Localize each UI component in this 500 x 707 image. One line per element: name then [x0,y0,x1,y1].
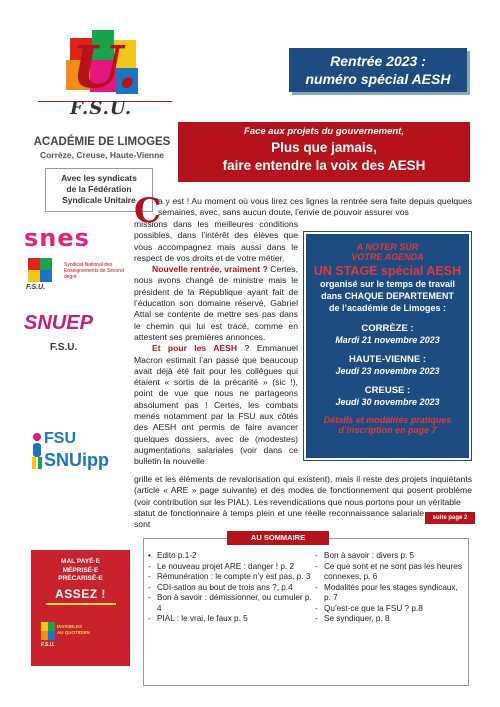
academy-title: ACADÉMIE DE LIMOGES [33,136,171,148]
snes-fed: F.S.U. [26,284,46,291]
toc-item[interactable]: - Ce que sont et ne sont pas les heures connexes, p. 6 [314,562,464,583]
federation-note-line1: Avec les syndicats [61,173,137,183]
toc-item[interactable]: - Qu’est-ce que la FSU ? p.8 [314,604,464,615]
poster-logo [41,622,55,640]
assez-poster [31,550,130,666]
poster-line3: PRÉCARISÉ·E [58,575,103,582]
banner-title-line1: Plus que jamais, [271,140,377,155]
notice-footer1: Détails et modalités pratiques [323,415,452,425]
para-rentree: Certes, nous avons changé de ministre mais le président de la République ayant fait de l’éducation son domaine réservé, Gabriel Attal se contente de mettre ses pas dans le chemin qui lui est tracé, comme en attestent ses premières annonces. [134,264,298,342]
session-date: Jeudi 30 novembre 2023 [335,397,440,407]
toc-item[interactable]: - Le nouveau projet ARE : danger ! p. 2 [147,562,313,573]
toc-item[interactable]: - Modalités pour les stages syndicaux, p. 7 [314,583,464,604]
toc-item[interactable]: - Bon à savoir : divers p. 5 [314,551,464,562]
toc-col2 [314,551,464,625]
poster-shout: ASSEZ ! [55,586,106,601]
toc-item[interactable]: - Rémunération : le compte n’y est pas, p. 3 [147,572,313,583]
toc-item[interactable]: - Se syndiquer, p. 8 [314,614,464,625]
notice-stage: UN STAGE spécial AESH [313,264,462,278]
session-date: Jeudi 23 novembre 2023 [335,366,440,376]
subhead-rentree: Nouvelle rentrée, vraiment ? [152,264,268,275]
academy-block [30,136,174,160]
snes-name: snes [24,224,90,252]
intro-rest: missions dans les meilleures conditions possibles, dans l’intérêt des élèves que vous accompagnez mais aussi dans le respect de vos droits et de votre métier. [134,219,298,263]
session-dept: HAUTE-VIENNE : [348,354,427,365]
issue-line2: numéro spécial AESH [305,71,451,87]
session-dept: CORRÈZE : [361,323,414,334]
logo-name: F.S.U. [70,98,133,119]
toc-item[interactable]: • Edito p.1-2 [147,551,313,562]
stage-notice [304,232,471,460]
snuipp-name: SNUipp [44,450,109,470]
issue-header [289,48,467,92]
banner-kicker: Face aux projets du gouvernement, [244,126,404,137]
notice-kicker2: VOTRE AGENDA [351,252,424,262]
federation-note-line2: de la Fédération [66,184,132,194]
notice-kicker1: A NOTER SUR [356,242,419,252]
academy-departments: Corrèze, Creuse, Haute-Vienne [39,150,165,160]
dropcap: C [134,191,162,231]
snuep-name: SNUEP [24,312,93,334]
toc-item[interactable]: - CDI-sation au bout de trois ans ?, p.4 [147,583,313,594]
poster-fed: F.S.U. [41,642,55,648]
person-icon [30,432,44,472]
intro-first: a y est ! Au moment où vous lirez ces lignes la rentrée sera faite depuis quelques semaines, avec, sans aucun doute, l’envie de pouvoir assurer vos [158,196,472,218]
notice-info2: dans CHAQUE DEPARTEMENT [321,291,454,301]
poster-tag2: AU QUOTIDIEN [57,629,90,635]
article-body [134,219,298,468]
session-date: Mardi 21 novembre 2023 [335,335,440,345]
notice-footer2: d’inscription en page 7 [338,425,437,435]
poster-tag1: INVISIBLES [57,624,83,629]
toc-item[interactable]: - PIAL : le vrai, le faux p. 5 [147,614,313,625]
title-banner [178,122,470,182]
issue-line1: Rentrée 2023 : [330,53,426,69]
toc-col1 [147,551,313,625]
session-dept: CREUSE : [364,385,411,396]
logo-letter: U. [72,33,138,101]
toc-item[interactable]: - Bon à savoir : démissionner, ou cumuler p. 4 [147,593,313,614]
snuipp-logo [30,428,130,478]
snuipp-fed: FSU [44,430,76,447]
subhead-aesh: Et pour les AESH ? [152,343,250,354]
snes-subtitle: Syndicat National des Enseignements de Second degré [64,262,124,280]
snuep-fed: F.S.U. [50,342,78,353]
continue-link[interactable]: suite page 2 [425,512,475,524]
notice-info3: de l’académie de Limoges : [328,303,447,313]
notice-info1: organisé sur le temps de travail [319,279,456,289]
federation-note-line3: Syndicale Unitaire [62,195,136,205]
para-aesh: Emmanuel Macron estimait l’an passé que beaucoup avait déjà été fait pour les collègues qui étaient « sortis de la précarité » (sic !), point de vue que nous ne partageons absolument pas ! Certes, les combats menés notamment par la FSU aux côtés des AESH ont permis de faire avancer quelques dossiers, avec de (modestes) augmentations salariales (voir dans ce bulletin la nouvelle [134,343,298,467]
para-grille: grille et les éléments de revalorisation qui existent), mais il reste des projets inquiétants (article « ARE » page suivante) et des modes de fonctionnement qui posent problème (voir contribution sur les PIAL). Les revendications que nous portons pour un véritable [134,474,472,507]
snes-logo [24,224,134,298]
poster-line2: MÉPRISÉ·E [62,566,99,574]
table-of-contents [143,538,469,686]
snuep-logo [24,310,124,360]
toc-title: AU SOMMAIRE [227,531,329,545]
poster-line1: MAL PAYÉ·E [61,558,100,565]
poster-tag [57,624,90,635]
para-statut: statut de fonctionnaire à temps plein et une réelle reconnaissance salariale sont [134,508,424,530]
banner-title-line2: faire entendre la voix des AESH [222,158,426,173]
